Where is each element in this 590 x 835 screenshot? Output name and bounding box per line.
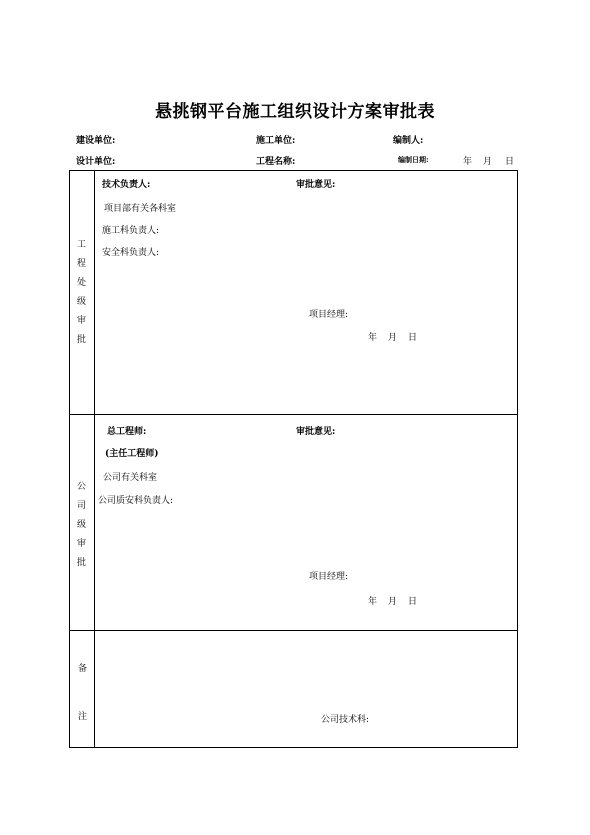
builder-unit-label: 施工单位:	[256, 136, 296, 146]
section2-year: 年	[368, 597, 378, 607]
section1-label-char: 工	[76, 240, 86, 250]
label-column-divider	[94, 170, 95, 748]
section1-label-char: 程	[76, 259, 86, 269]
page-title: 悬挑钢平台施工组织设计方案审批表	[155, 102, 435, 122]
section2-label-char: 司	[76, 501, 86, 511]
section2-label-char: 级	[76, 520, 86, 530]
section1-label-char: 审	[76, 316, 86, 326]
section1-month: 月	[388, 333, 398, 343]
compile-date-label: 编制日期:	[398, 155, 429, 164]
chief-engineer-label: 总工程师:	[107, 427, 147, 437]
section-divider-2	[69, 630, 518, 631]
section2-label	[69, 478, 94, 573]
section2-day: 日	[408, 597, 418, 607]
section1-day: 日	[408, 333, 418, 343]
section1-label	[69, 236, 94, 350]
company-departments-label: 公司有关科室	[103, 473, 158, 483]
section2-opinion-label: 审批意见:	[296, 427, 336, 437]
remarks-label-char: 备	[78, 664, 88, 674]
section2-label-char: 公	[76, 482, 86, 492]
company-tech-dept-label: 公司技术科:	[321, 715, 370, 725]
quality-safety-label: 公司质安科负责人:	[98, 496, 174, 506]
design-unit-label: 设计单位:	[76, 157, 116, 167]
section1-year: 年	[368, 333, 378, 343]
construction-dept-label: 施工科负责人:	[102, 226, 160, 236]
header-day: 日	[505, 157, 515, 167]
safety-dept-label: 安全科负责人:	[102, 248, 160, 258]
section2-label-char: 批	[76, 558, 86, 568]
remarks-label-char: 注	[78, 712, 88, 722]
section1-label-char: 批	[76, 335, 86, 345]
header-month: 月	[483, 157, 493, 167]
compiler-label: 编制人:	[393, 136, 424, 146]
section2-label-char: 审	[76, 539, 86, 549]
section2-month: 月	[388, 597, 398, 607]
section1-project-manager-label: 项目经理:	[309, 310, 349, 320]
section1-opinion-label: 审批意见:	[296, 180, 336, 190]
header-year: 年	[463, 157, 473, 167]
section2-project-manager-label: 项目经理:	[309, 572, 349, 582]
section1-label-char: 处	[76, 278, 86, 288]
tech-lead-label: 技术负责人:	[102, 180, 151, 190]
section1-label-char: 级	[76, 297, 86, 307]
construction-unit-label: 建设单位:	[76, 136, 116, 146]
project-departments-label: 项目部有关各科室	[104, 204, 177, 214]
section-divider-1	[69, 414, 518, 415]
chief-engineer-note: (主任工程师)	[105, 449, 159, 459]
project-name-label: 工程名称:	[256, 157, 296, 167]
